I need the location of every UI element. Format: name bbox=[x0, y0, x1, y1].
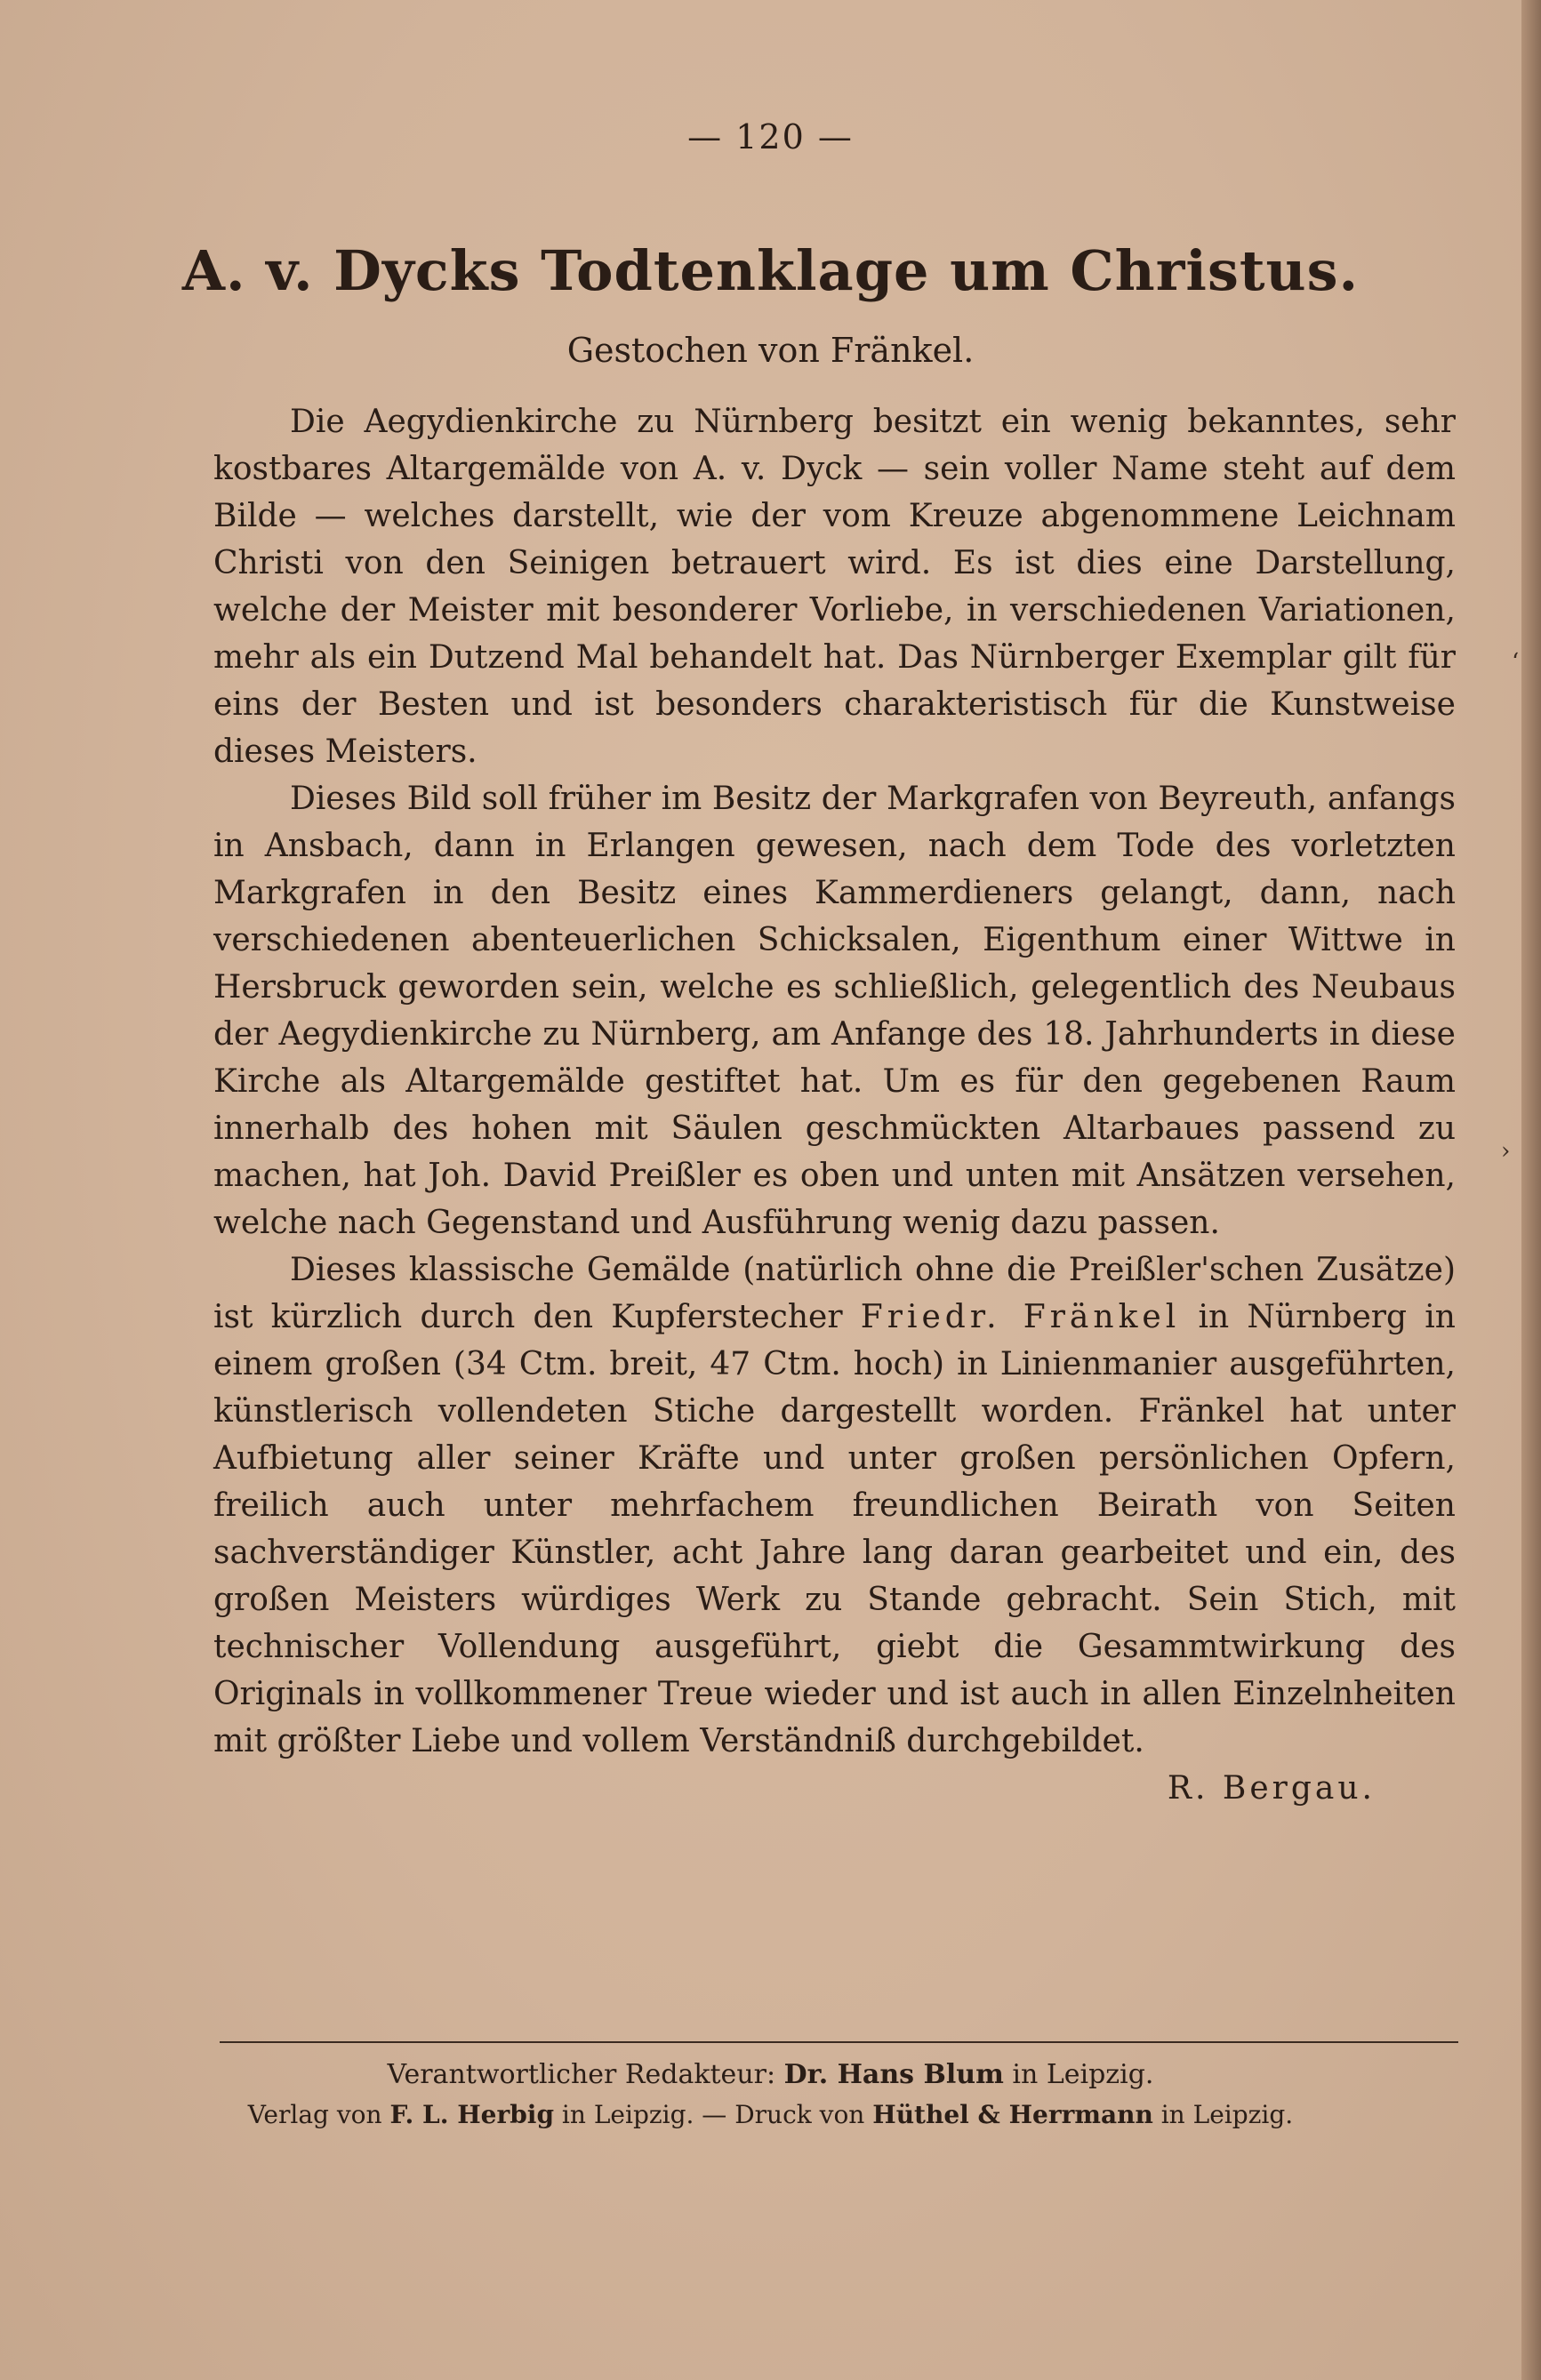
printer-name: Hüthel & Herrmann bbox=[872, 2100, 1153, 2129]
editor-label: Verantwortlicher Redakteur: bbox=[387, 2059, 784, 2090]
paragraph-2: Dieses Bild soll früher im Besitz der Markgrafen von Beyreuth, anfangs in Ansbach, dann in Erlangen gewesen, nach dem Tode des vorletzten Markgrafen in den Besitz eines Kammerdieners gelangt, dann, nach verschiedenen abenteuerlichen Schicksalen, Eigenthum einer Wittwe in Hersbruck geworden sein, welche es schließlich, gelegentlich des Neubaus der Aegydienkirche zu Nürnberg, am Anfange des 18. Jahrhunderts in diese Kirche als Altargemälde gestiftet hat. Um es für den gegebenen Raum innerhalb des hohen mit Säulen geschmückten Altarbaues passend zu machen, hat Joh. David Preißler es oben und unten mit Ansätzen versehen, welche nach Gegenstand und Ausführung wenig dazu passen. bbox=[213, 781, 1456, 1241]
margin-mark: › bbox=[1501, 1138, 1511, 1165]
publisher-place: in Leipzig. — bbox=[554, 2100, 735, 2129]
paragraph-3-start: Dieses klassische Gemälde (natürlich ohne die Preißler'schen Zusätze) ist kürzlich durch den Kupferstecher bbox=[213, 1252, 1456, 1335]
author-signature: R. Bergau. bbox=[1167, 1770, 1376, 1807]
editor-place: in Leipzig. bbox=[1003, 2059, 1154, 2090]
paragraph-1: Die Aegydienkirche zu Nürnberg besitzt ein wenig bekanntes, sehr kostbares Altargemälde von A. v. Dyck — sein voller Name steht auf dem Bilde — welches darstellt, wie der vom Kreuze abgenommene Leichnam Christi von den Seinigen betrauert wird. Es ist dies eine Darstellung, welche der Meister mit besonderer Vorliebe, in verschiedenen Variationen, mehr als ein Dutzend Mal behandelt hat. Das Nürnberger Exemplar gilt für eins der Besten und ist besonders charakteristisch für die Kunstweise dieses Meisters. bbox=[213, 404, 1456, 770]
publisher-line bbox=[0, 2100, 1541, 2129]
page-number: — 120 — bbox=[687, 117, 854, 156]
footer-rule bbox=[220, 2041, 1458, 2043]
article-subtitle: Gestochen von Fränkel. bbox=[566, 331, 975, 370]
printer-place: in Leipzig. bbox=[1152, 2100, 1294, 2129]
printer-label: Druck von bbox=[734, 2100, 873, 2129]
publisher-label: Verlag von bbox=[247, 2100, 390, 2129]
article-title: A. v. Dycks Todtenklage um Christus. bbox=[181, 238, 1360, 303]
publisher-name: F. L. Herbig bbox=[389, 2100, 555, 2129]
margin-mark: ‘ bbox=[1512, 649, 1520, 676]
engraver-name: Friedr. Fränkel bbox=[860, 1299, 1181, 1335]
article-body bbox=[213, 398, 1456, 1812]
editor-name: Dr. Hans Blum bbox=[783, 2059, 1004, 2090]
editor-line bbox=[0, 2059, 1541, 2090]
paragraph-3 bbox=[213, 1246, 1456, 1765]
paragraph-3-end: in Nürnberg in einem großen (34 Ctm. breit, 47 Ctm. hoch) in Linienmanier ausgeführten, künstlerisch vollendeten Stiche dargestellt worden. Fränkel hat unter Aufbietung aller seiner Kräfte und unter großen persönlichen Opfern, freilich auch unter mehrfachem freundlichen Beirath von Seiten sachverständiger Künstler, acht Jahre lang daran gearbeitet und ein, des großen Meisters würdiges Werk zu Stande gebracht. Sein Stich, mit technischer Vollendung ausgeführt, giebt die Gesammtwirkung des Originals in vollkommener Treue wieder und ist auch in allen Einzelnheiten mit größter Liebe und vollem Verständniß durchgebildet. bbox=[213, 1299, 1456, 1759]
